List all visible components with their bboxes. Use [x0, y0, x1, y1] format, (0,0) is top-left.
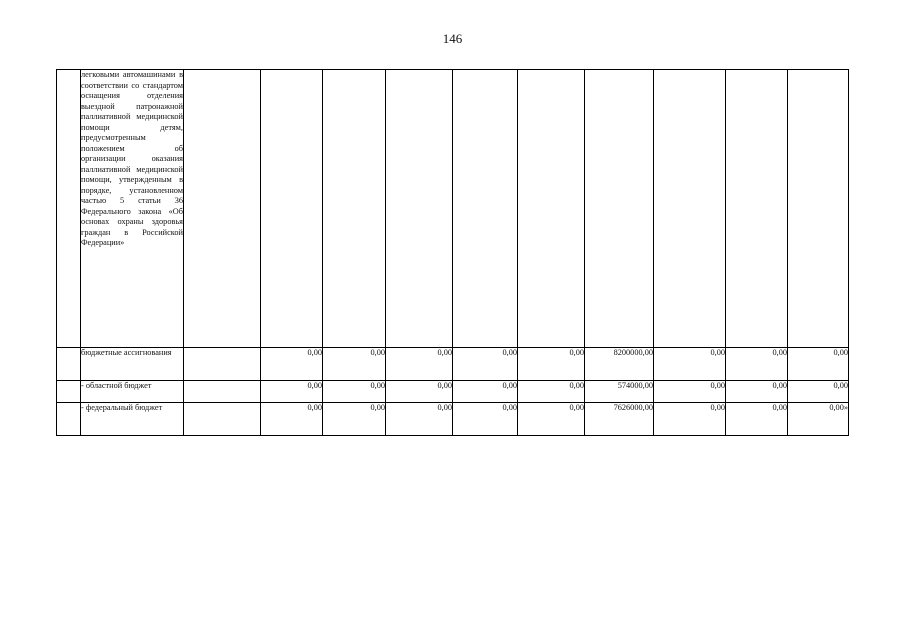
- value-cell: 0,00: [386, 381, 453, 403]
- empty-cell: [184, 403, 261, 436]
- table-row: [57, 381, 849, 403]
- empty-cell: [57, 348, 81, 381]
- budget-table: [56, 69, 849, 436]
- empty-cell: [726, 70, 788, 348]
- value-cell: 0,00: [788, 381, 849, 403]
- empty-cell: [788, 70, 849, 348]
- value-cell: 0,00: [518, 403, 585, 436]
- value-cell: 0,00: [261, 381, 323, 403]
- empty-cell: [57, 381, 81, 403]
- value-cell: 0,00: [788, 348, 849, 381]
- value-cell: 7626000,00: [585, 403, 654, 436]
- value-cell: 0,00: [518, 348, 585, 381]
- value-cell: 0,00: [726, 381, 788, 403]
- value-cell: 0,00: [654, 348, 726, 381]
- empty-cell: [386, 70, 453, 348]
- empty-cell: [585, 70, 654, 348]
- value-cell: 0,00: [453, 403, 518, 436]
- empty-cell: [518, 70, 585, 348]
- empty-cell: [261, 70, 323, 348]
- value-cell: 0,00: [518, 381, 585, 403]
- value-cell: 0,00: [654, 403, 726, 436]
- value-cell: 0,00: [726, 348, 788, 381]
- value-cell: 0,00: [386, 348, 453, 381]
- page-number: 146: [442, 31, 463, 46]
- value-cell: 0,00: [323, 403, 386, 436]
- value-cell: 0,00: [453, 381, 518, 403]
- value-cell: 0,00: [323, 348, 386, 381]
- empty-cell: [654, 70, 726, 348]
- empty-cell: [184, 348, 261, 381]
- value-cell: 0,00»: [788, 403, 849, 436]
- empty-cell: [57, 70, 81, 348]
- value-cell: 0,00: [261, 348, 323, 381]
- value-cell: 0,00: [386, 403, 453, 436]
- description-cell: [81, 70, 184, 348]
- empty-cell: [453, 70, 518, 348]
- empty-cell: [184, 381, 261, 403]
- value-cell: 0,00: [323, 381, 386, 403]
- value-cell: 0,00: [453, 348, 518, 381]
- row-label: - областной бюджет: [81, 381, 184, 403]
- row-label: бюджетные ассигнования: [81, 348, 184, 381]
- value-cell: 0,00: [261, 403, 323, 436]
- value-cell: 0,00: [726, 403, 788, 436]
- empty-cell: [57, 403, 81, 436]
- empty-cell: [323, 70, 386, 348]
- value-cell: 0,00: [654, 381, 726, 403]
- value-cell: 574000,00: [585, 381, 654, 403]
- value-cell: 8200000,00: [585, 348, 654, 381]
- table-row: [57, 348, 849, 381]
- empty-cell: [184, 70, 261, 348]
- table-row: [57, 70, 849, 348]
- table-row: [57, 403, 849, 436]
- description-text: легковыми автомашинами в соответствии со стандартом оснащения отделения выездной патронажной паллиативной медицинской помощи детям, предусмотренным положением об организации оказания паллиативной медицинской помощи, утвержденным в порядке, установленном частью 5 статьи 36 Федерального закона «Об основах охраны здоровья граждан в Российской Федерации»: [81, 70, 183, 247]
- row-label: - федеральный бюджет: [81, 403, 184, 436]
